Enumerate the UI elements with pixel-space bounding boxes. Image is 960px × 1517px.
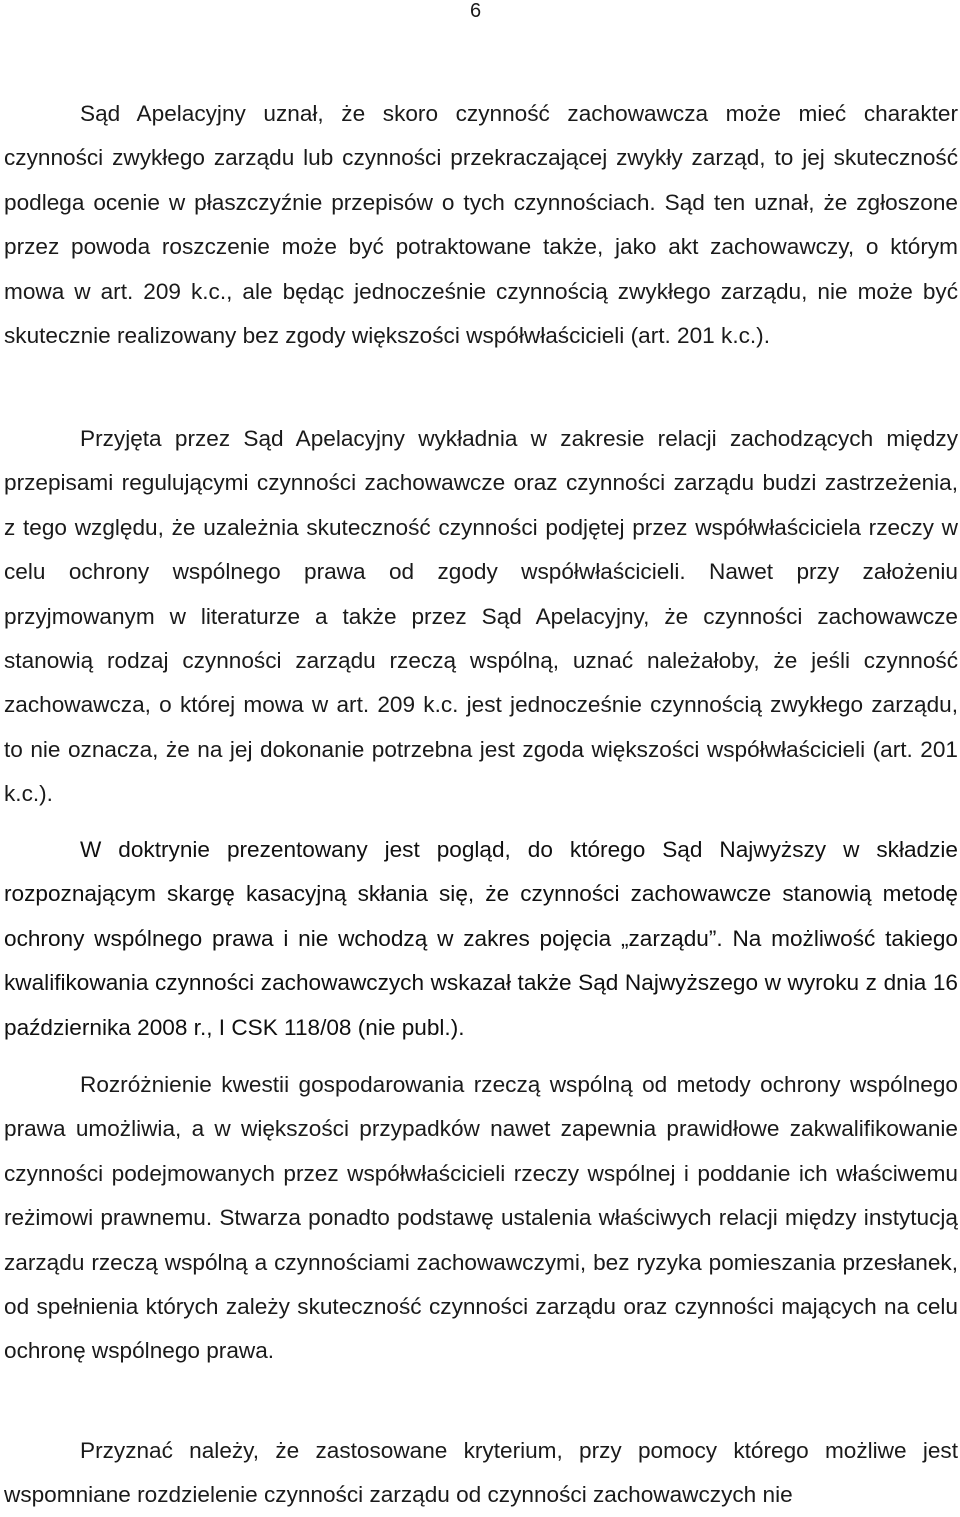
page-number: 6 (470, 0, 482, 22)
paragraph-4: Rozróżnienie kwestii gospodarowania rzeczą wspólną od metody ochrony wspólnego prawa umożliwia, a w większości przypadków nawet zapewnia prawidłowe zakwalifikowanie czynności podejmowanych przez współwłaścicieli rzeczy wspólnej i poddanie ich właściwemu reżimowi prawnemu. Stwarza ponadto podstawę ustalenia właściwych relacji między instytucją zarządu rzeczą wspólną a czynnościami zachowawczymi, bez ryzyka pomieszania przesłanek, od spełnienia których zależy skuteczność czynności zarządu oraz czynności mających na celu ochronę wspólnego prawa. (4, 1072, 958, 1364)
paragraph-2: Przyjęta przez Sąd Apelacyjny wykładnia w zakresie relacji zachodzących między przepisami regulującymi czynności zachowawcze oraz czynności zarządu budzi zastrzeżenia, z tego względu, że uzależnia skuteczność czynności podjętej przez współwłaściciela rzeczy w celu ochrony wspólnego prawa od zgody współwłaścicieli. Nawet przy założeniu przyjmowanym w literaturze a także przez Sąd Apelacyjny, że czynności zachowawcze stanowią rodzaj czynności zarządu rzeczą wspólną, uznać należałoby, że jeśli czynność zachowawcza, o której mowa w art. 209 k.c. jest jednocześnie czynnością zwykłego zarządu, to nie oznacza, że na jej dokonanie potrzebna jest zgoda większości współwłaścicieli (art. 201 k.c.). (4, 426, 958, 807)
paragraph-3: W doktrynie prezentowany jest pogląd, do którego Sąd Najwyższy w składzie rozpoznającym skargę kasacyjną skłania się, że czynności zachowawcze stanowią metodę ochrony wspólnego prawa i nie wchodzą w zakres pojęcia „zarządu”. Na możliwość takiego kwalifikowania czynności zachowawczych wskazał także Sąd Najwyższego w wyroku z dnia 16 października 2008 r., I CSK 118/08 (nie publ.). (4, 837, 958, 1040)
paragraph-1: Sąd Apelacyjny uznał, że skoro czynność zachowawcza może mieć charakter czynności zwykłego zarządu lub czynności przekraczającej zwykły zarząd, to jej skuteczność podlega ocenie w płaszczyźnie przepisów o tych czynnościach. Sąd ten uznał, że zgłoszone przez powoda roszczenie może być potraktowane także, jako akt zachowawczy, o którym mowa w art. 209 k.c., ale będąc jednocześnie czynnością zwykłego zarządu, nie może być skutecznie realizowany bez zgody większości współwłaścicieli (art. 201 k.c.). (4, 101, 958, 349)
paragraph-5: Przyznać należy, że zastosowane kryterium, przy pomocy którego możliwe jest wspomniane rozdzielenie czynności zarządu od czynności zachowawczych nie (4, 1438, 958, 1508)
